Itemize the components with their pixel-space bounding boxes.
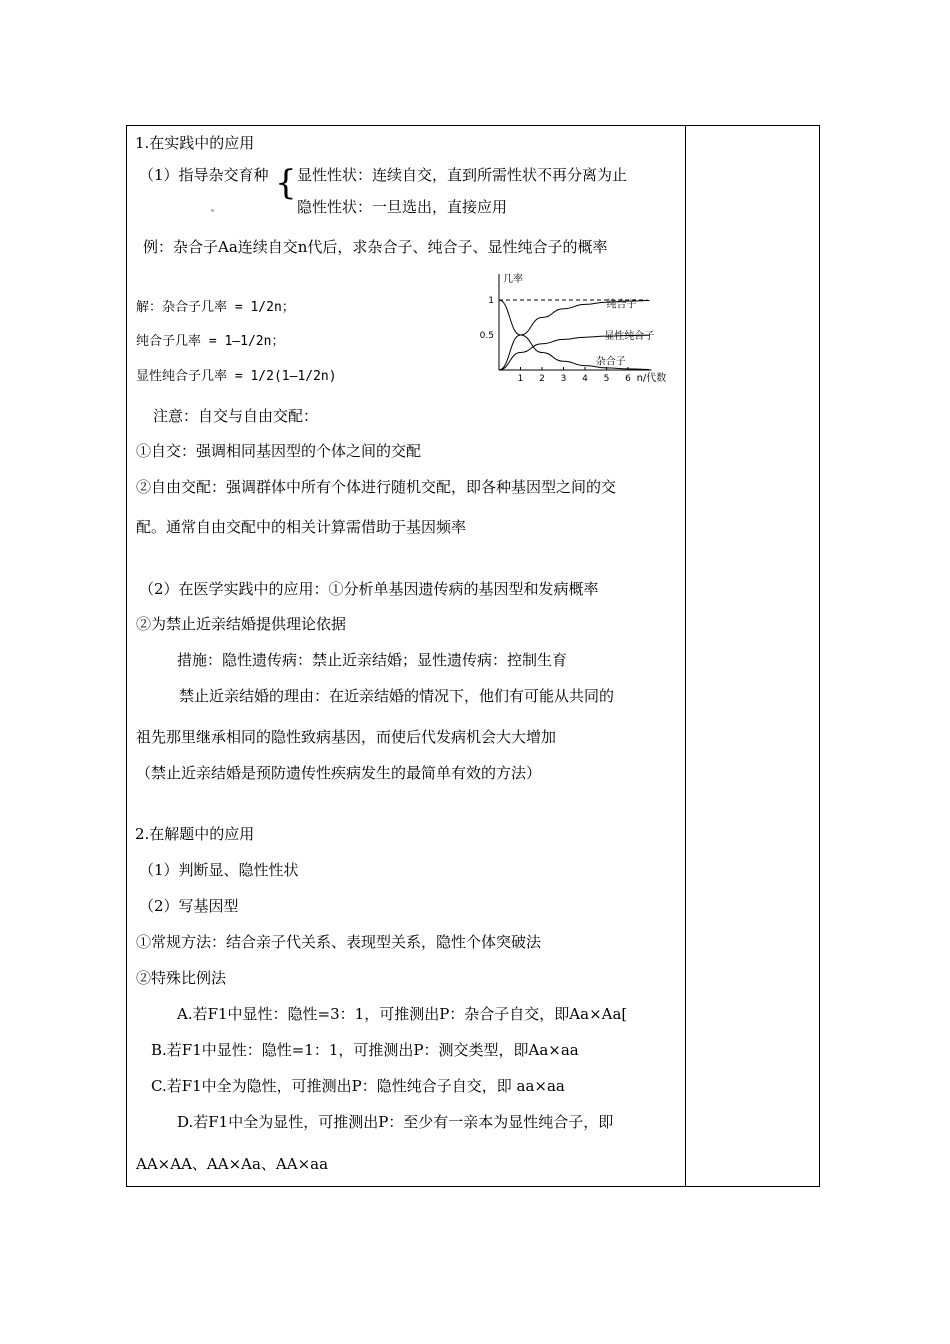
series-label: 显性纯合子 [604, 331, 655, 342]
speck [211, 209, 214, 212]
solution-heterozygote: 解：杂合子几率 = 1/2n； [136, 300, 295, 315]
y-tick-label: 0.5 [479, 331, 494, 341]
x-tick-label: 3 [560, 374, 567, 384]
series-label: 杂合子 [595, 356, 626, 368]
judge-traits: （1）判断显、隐性性状 [139, 861, 299, 879]
reason-b: 祖先那里继承相同的隐性致病基因，而使后代发病机会大大增加 [136, 728, 557, 746]
medical-application: （2）在医学实践中的应用：①分析单基因遗传病的基因型和发病概率 [139, 580, 599, 598]
recessive-trait: 隐性性状：一旦选出，直接应用 [297, 198, 508, 216]
section2-heading: 2.在解题中的应用 [135, 825, 255, 843]
method-regular: ①常规方法：结合亲子代关系、表现型关系，隐性个体突破法 [136, 933, 542, 951]
reason-c: （禁止近亲结婚是预防遗传性疾病发生的最简单有效的方法） [136, 764, 542, 782]
solution-dominant-homozygote: 显性纯合子几率 = 1/2(1—1/2n) [136, 369, 337, 384]
x-tick-label: 4 [582, 374, 588, 384]
x-tick-label: 6 [625, 374, 631, 384]
probability-chart [477, 272, 697, 384]
reason-a: 禁止近亲结婚的理由：在近亲结婚的情况下，他们有可能从共同的 [179, 687, 615, 705]
medical-theory: ②为禁止近亲结婚提供理论依据 [136, 615, 347, 633]
x-tick-label: 5 [603, 374, 610, 384]
breeding-label: （1）指导杂交育种 [139, 166, 269, 184]
y-tick-label: 1 [488, 296, 494, 306]
section1-heading: 1.在实践中的应用 [135, 134, 255, 152]
series-label: 纯合子 [606, 299, 637, 311]
brace: { [275, 163, 297, 203]
case-d-a: D.若F1中全为显性，可推测出P：至少有一亲本为显性纯合子，即 [177, 1113, 614, 1131]
measures: 措施：隐性遗传病：禁止近亲结婚；显性遗传病：控制生育 [177, 651, 568, 669]
x-tick-label: 2 [539, 374, 545, 384]
note-random-mating-b: 配。通常自由交配中的相关计算需借助于基因频率 [136, 518, 467, 536]
solution-homozygote: 纯合子几率 = 1—1/2n； [136, 334, 285, 349]
note-heading: 注意：自交与自由交配： [153, 407, 319, 425]
case-d-b: AA×AA、AA×Aa、AA×aa [136, 1155, 329, 1173]
example-text: 例：杂合子Aa连续自交n代后，求杂合子、纯合子、显性纯合子的概率 [143, 238, 608, 256]
x-axis-label: n/代数 [636, 373, 667, 384]
content-table [126, 125, 820, 1187]
dominant-trait: 显性性状：连续自交，直到所需性状不再分离为止 [297, 166, 628, 184]
note-random-mating-a: ②自由交配：强调群体中所有个体进行随机交配，即各种基因型之间的交 [136, 478, 617, 496]
case-a: A.若F1中显性：隐性=3：1，可推测出P：杂合子自交，即Aa×Aa[ [177, 1005, 628, 1023]
write-genotype: （2）写基因型 [139, 897, 239, 915]
x-tick-label: 1 [517, 374, 524, 384]
method-ratio: ②特殊比例法 [136, 969, 227, 987]
y-axis-label: 几率 [503, 274, 523, 285]
case-b: B.若F1中显性：隐性=1：1，可推测出P：测交类型，即Aa×aa [151, 1041, 579, 1059]
case-c: C.若F1中全为隐性，可推测出P：隐性纯合子自交，即 aa×aa [151, 1077, 565, 1095]
note-selfing: ①自交：强调相同基因型的个体之间的交配 [136, 442, 422, 460]
